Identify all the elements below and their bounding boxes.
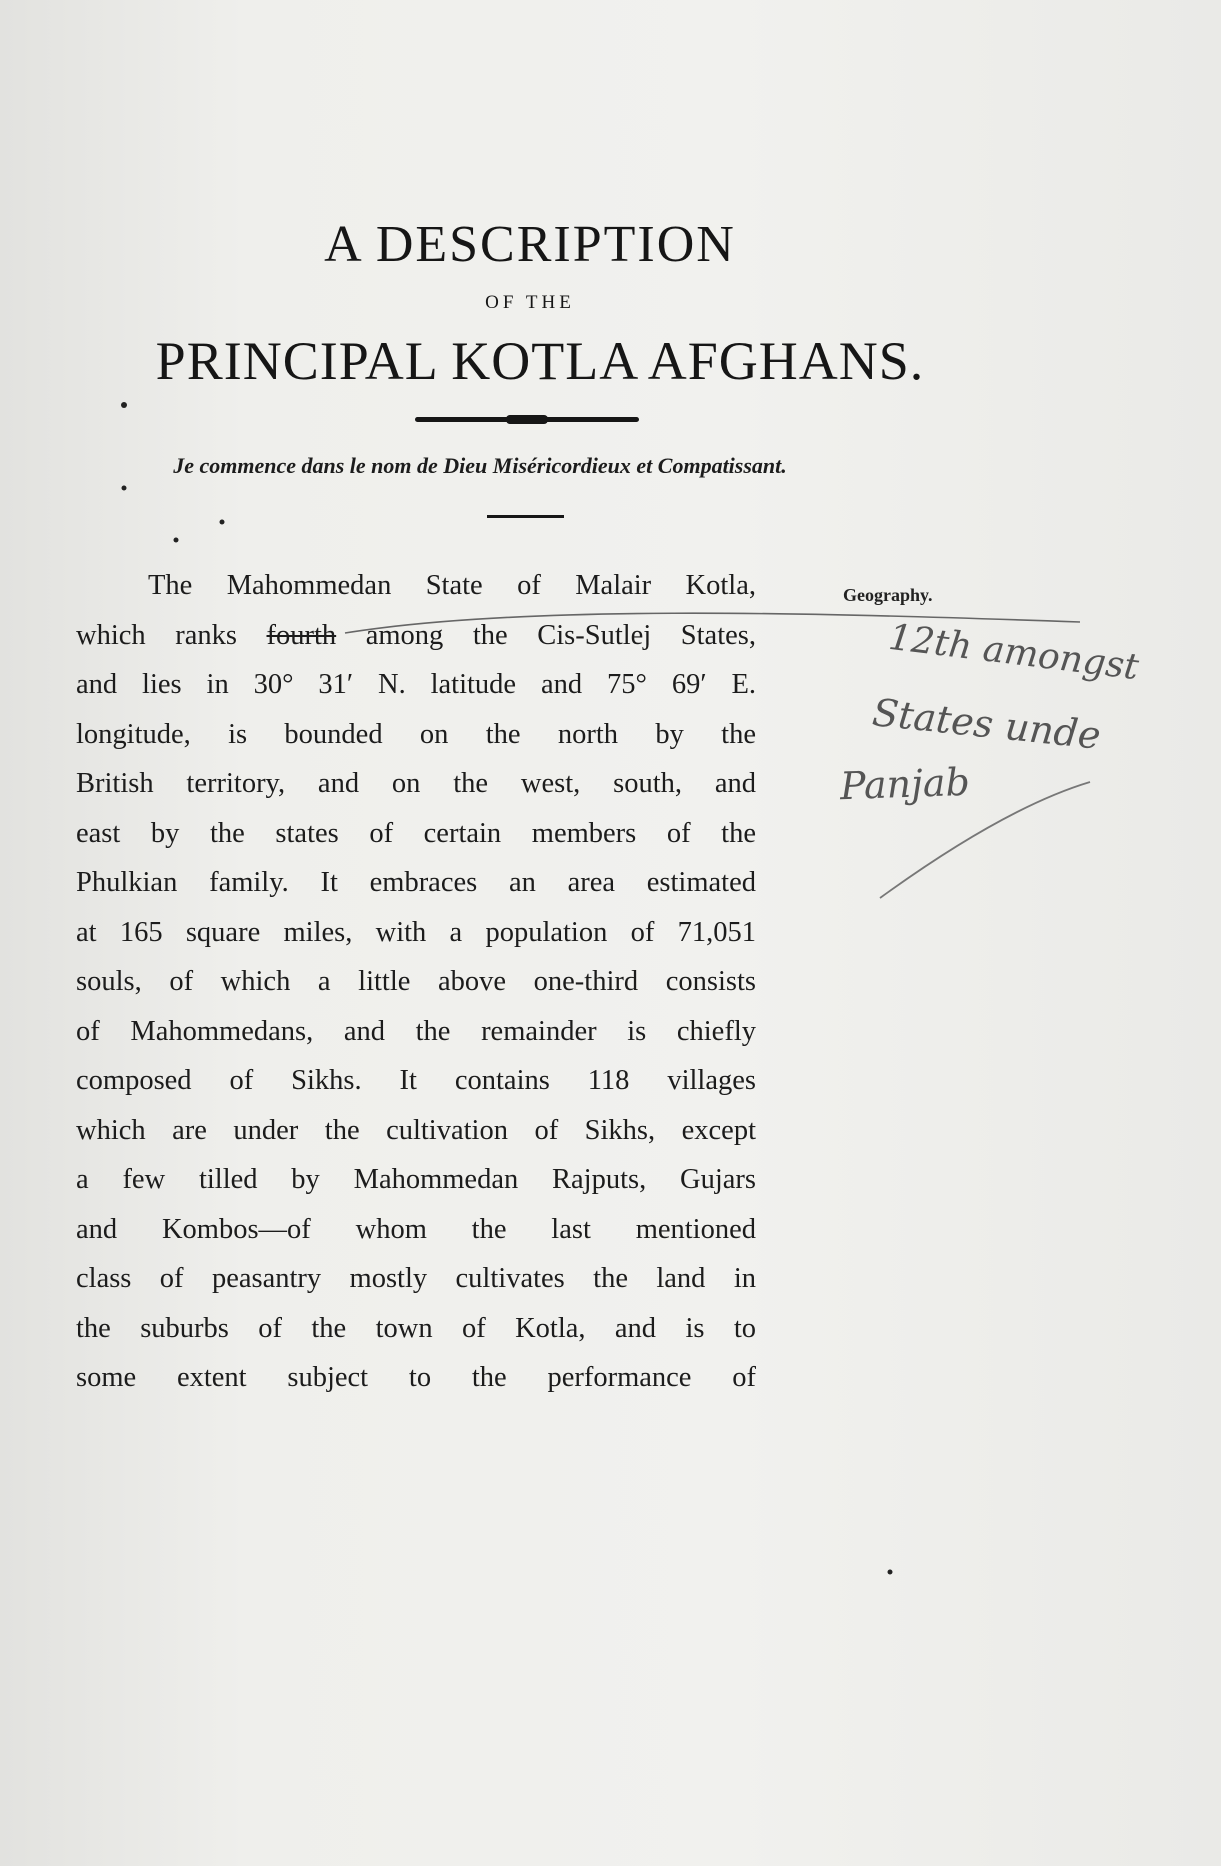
body-line: The Mahommedan State of Malair Kotla, bbox=[148, 570, 756, 601]
body-line: at 165 square miles, with a population of 71,051 bbox=[76, 916, 756, 948]
body-line: east by the states of certain members of the bbox=[76, 817, 756, 849]
handwritten-note-line-1: 12th amongst bbox=[886, 616, 1141, 689]
body-line: and lies in 30° 31′ N. latitude and 75° 69′ E. bbox=[76, 669, 756, 700]
margin-note-geography: Geography. bbox=[843, 585, 933, 605]
body-line: longitude, is bounded on the north by the bbox=[76, 718, 756, 750]
epigraph-rule bbox=[487, 515, 564, 518]
body-line: which are under the cultivation of Sikhs, except bbox=[76, 1114, 756, 1146]
body-paragraph bbox=[76, 561, 756, 1403]
stray-dot bbox=[121, 402, 127, 408]
body-line: some extent subject to the performance of bbox=[76, 1362, 756, 1393]
epigraph: Je commence dans le nom de Dieu Miséricordieux et Compatissant. bbox=[173, 453, 787, 478]
title-line-1: A DESCRIPTION bbox=[324, 216, 736, 273]
body-line-part: which ranks bbox=[76, 619, 267, 651]
stray-dot bbox=[220, 520, 225, 525]
body-line: of Mahommedans, and the remainder is chiefly bbox=[76, 1015, 756, 1047]
body-line: souls, of which a little above one-third consists bbox=[76, 966, 756, 997]
body-line: a few tilled by Mahommedan Rajputs, Gujars bbox=[76, 1164, 756, 1195]
handwritten-note-line-3: Panjab bbox=[839, 759, 971, 809]
body-line: Phulkian family. It embraces an area estimated bbox=[76, 867, 756, 898]
stray-dot bbox=[122, 486, 127, 491]
body-line: class of peasantry mostly cultivates the land in bbox=[76, 1263, 756, 1294]
struck-word: fourth bbox=[266, 619, 337, 651]
body-line-part: among the Cis-Sutlej States, bbox=[336, 619, 756, 651]
title-line-3: PRINCIPAL KOTLA AFGHANS. bbox=[155, 331, 925, 391]
body-line: the suburbs of the town of Kotla, and is to bbox=[76, 1312, 756, 1344]
body-line: British territory, and on the west, south, and bbox=[76, 768, 756, 799]
stray-dot bbox=[174, 538, 179, 543]
body-line bbox=[76, 611, 756, 661]
body-line: and Kombos—of whom the last mentioned bbox=[76, 1213, 756, 1245]
stray-dot bbox=[888, 1570, 893, 1575]
title-line-2: OF THE bbox=[485, 292, 575, 313]
handwritten-note-line-2: States unde bbox=[870, 690, 1103, 758]
title-ornamental-rule-center bbox=[506, 415, 548, 424]
body-line: composed of Sikhs. It contains 118 villages bbox=[76, 1065, 756, 1096]
